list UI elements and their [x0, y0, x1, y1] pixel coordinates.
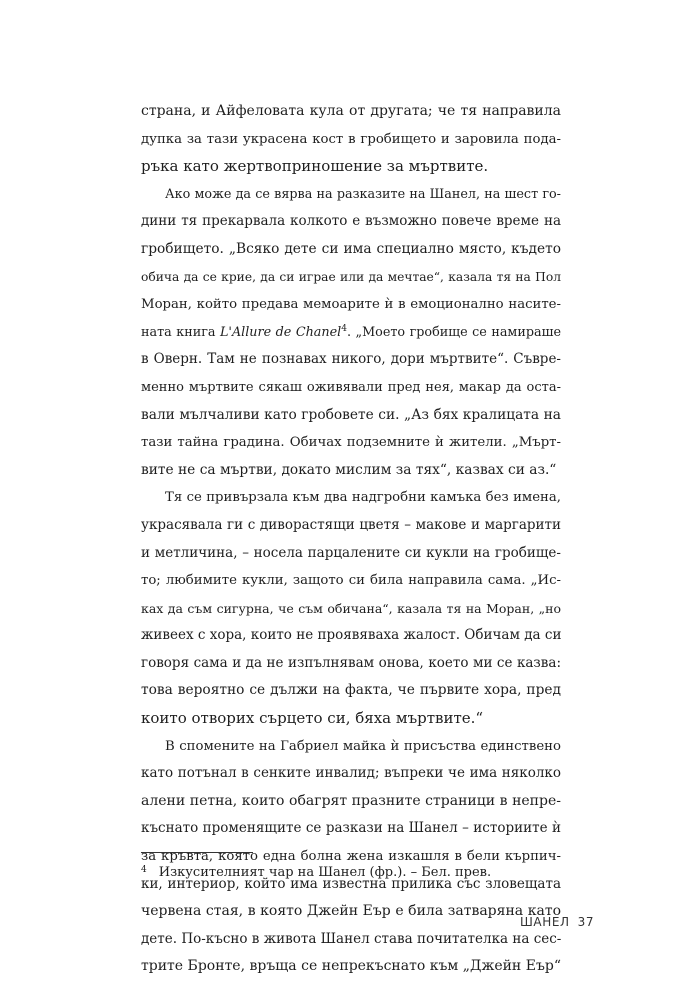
text-run: гробището. „Всяко дете си има специално място, където — [141, 240, 561, 257]
text-line — [141, 650, 561, 678]
text-line — [141, 374, 561, 402]
text-run: Моран, който предава мемоарите ѝ в емоционално насите- — [141, 297, 561, 313]
text-line — [141, 457, 561, 485]
text-run: дини тя прекарвала колкото е възможно повече време на — [141, 213, 561, 230]
text-line — [141, 953, 561, 981]
footnote-text: Изкусителният чар на Шанел (фр.). – Бел. прев. — [158, 865, 492, 880]
text-run: обича да се крие, да си играе или да мечтае“, казала тя на Пол — [141, 269, 561, 284]
text-run: ках да съм сигурна, че съм обичана“, казала тя на Моран, „но — [141, 600, 561, 616]
text-line — [141, 484, 561, 512]
text-run: вите не са мъртви, докато мислим за тях“, казвах си аз.“ — [141, 461, 557, 478]
text-run: украсявала ги с диворастящи цветя – макове и маргарити — [141, 516, 561, 533]
text-line — [141, 788, 561, 816]
text-line — [141, 815, 561, 843]
text-run: . „Моето гробище се намираше — [346, 324, 562, 340]
text-run: страна, и Айфеловата кула от другата; че тя направила — [141, 103, 561, 119]
text-run: то; любимите кукли, защото си била направила сама. „Ис- — [141, 573, 561, 589]
text-line — [141, 98, 561, 126]
text-line — [141, 429, 561, 457]
text-run: това вероятно се дължи на факта, че първите хора, пред — [141, 682, 561, 699]
text-line — [141, 264, 561, 292]
text-run: трите Бронте, връща се непрекъснато към „Джейн Еър“ — [141, 958, 561, 975]
text-line — [141, 567, 561, 595]
text-run: тази тайна градина. Обичах подземните ѝ жители. „Мърт- — [141, 435, 561, 451]
text-line — [141, 236, 561, 264]
text-line — [141, 540, 561, 568]
text-run: къснато променящите се разкази на Шанел – историите ѝ — [141, 820, 561, 837]
text-run: ки, интериор, който има известна прилика със зловещата — [141, 875, 561, 892]
text-run: които отворих сърцето си, бяха мъртвите.“ — [141, 709, 484, 728]
text-line — [141, 402, 561, 430]
text-line — [141, 898, 561, 926]
text-run: и метличина, – носела парцалените си кукли на гробище- — [141, 544, 561, 561]
text-run: говоря сама и да не изпълнявам онова, което ми се казва: — [141, 654, 561, 671]
text-line — [141, 622, 561, 650]
text-line — [141, 926, 561, 954]
text-line — [141, 126, 561, 154]
text-run: В спомените на Габриел майка ѝ присъства единствено — [165, 738, 561, 754]
text-run: дете. По-късно в живота Шанел става почитателка на сес- — [141, 930, 562, 947]
text-line — [141, 733, 561, 761]
footnote — [141, 861, 491, 882]
footnote-divider — [141, 852, 253, 853]
text-line — [141, 705, 561, 733]
running-footer — [520, 915, 600, 929]
text-run: дупка за тази украсена кост в гробището и заровила пода- — [141, 131, 561, 147]
text-run: Тя се привързала към два надгробни камъка без имена, — [165, 490, 561, 506]
text-run: Ако може да се вярва на разказите на Шанел, на шест го- — [165, 186, 561, 202]
text-run: вали мълчаливи като гробовете си. „Аз бях кралицата на — [141, 406, 561, 423]
text-run: живеех с хора, които не проявяваха жалост. Обичам да си — [141, 627, 562, 644]
text-line — [141, 291, 561, 319]
text-run: за кръвта, която една болна жена изкашля в бели кърпич- — [141, 849, 561, 865]
running-title: ШАНЕЛ — [520, 915, 570, 929]
text-run: като потънал в сенките инвалид; въпреки че има няколко — [141, 765, 561, 782]
body-text — [141, 98, 561, 981]
text-line — [141, 181, 561, 209]
italic-title: L'Allure de Chanel — [219, 324, 342, 340]
text-line — [141, 595, 561, 623]
text-line — [141, 512, 561, 540]
text-run: червена стая, в която Джейн Еър е била затваряна като — [141, 903, 561, 920]
text-line — [141, 319, 561, 347]
text-run: в Оверн. Там не познавах никого, дори мъртвите“. Съвре- — [141, 351, 561, 368]
text-run: менно мъртвите сякаш оживявали пред нея, макар да оста- — [141, 379, 561, 395]
footnote-ref: 4 — [341, 323, 347, 334]
text-run: ръка като жертвоприношение за мъртвите. — [141, 157, 489, 176]
text-line — [141, 677, 561, 705]
footnote-number: 4 — [141, 865, 147, 875]
text-line — [141, 760, 561, 788]
text-line — [141, 208, 561, 236]
text-line — [141, 153, 561, 181]
text-run: ната книга — [141, 324, 220, 340]
text-line — [141, 346, 561, 374]
page-number: 37 — [577, 915, 595, 929]
text-run: алени петна, които обагрят празните страници в непре- — [141, 792, 561, 809]
